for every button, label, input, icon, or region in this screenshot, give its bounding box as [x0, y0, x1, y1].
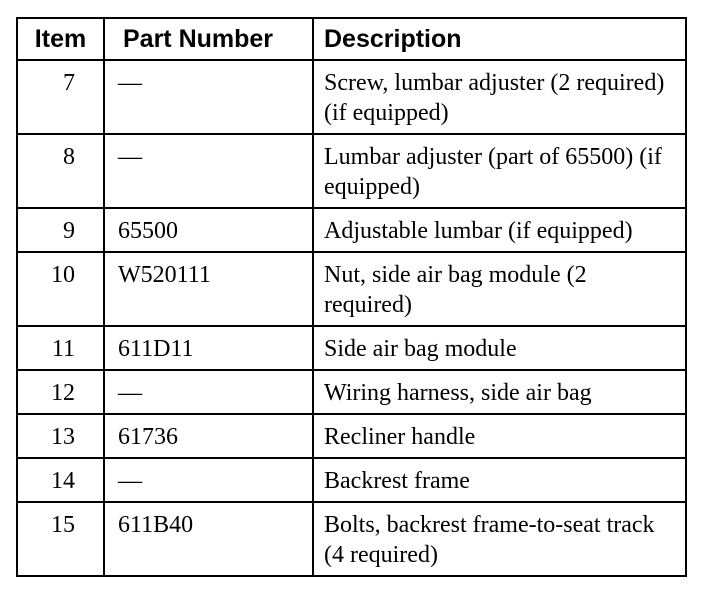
item-cell: 9	[17, 208, 104, 252]
description-cell: Side air bag module	[313, 326, 686, 370]
part-number-cell: 65500	[104, 208, 313, 252]
table-row	[17, 252, 686, 326]
part-number-cell: W520111	[104, 252, 313, 326]
table-row	[17, 134, 686, 208]
part-number-cell: —	[104, 370, 313, 414]
item-cell: 12	[17, 370, 104, 414]
header-part-number: Part Number	[104, 18, 313, 60]
item-cell: 15	[17, 502, 104, 576]
header-row	[17, 18, 686, 60]
header-description: Description	[313, 18, 686, 60]
header-item: Item	[17, 18, 104, 60]
table-row	[17, 414, 686, 458]
description-cell: Recliner handle	[313, 414, 686, 458]
table-row	[17, 208, 686, 252]
description-cell: Wiring harness, side air bag	[313, 370, 686, 414]
table-row	[17, 60, 686, 134]
part-number-cell: —	[104, 458, 313, 502]
item-cell: 10	[17, 252, 104, 326]
parts-table	[16, 17, 687, 577]
item-cell: 14	[17, 458, 104, 502]
table-row	[17, 326, 686, 370]
item-cell: 11	[17, 326, 104, 370]
part-number-cell: 61736	[104, 414, 313, 458]
description-cell: Screw, lumbar adjuster (2 required) (if equipped)	[313, 60, 686, 134]
part-number-cell: —	[104, 134, 313, 208]
table-row	[17, 458, 686, 502]
description-cell: Adjustable lumbar (if equipped)	[313, 208, 686, 252]
item-cell: 13	[17, 414, 104, 458]
item-cell: 8	[17, 134, 104, 208]
description-cell: Bolts, backrest frame-to-seat track (4 required)	[313, 502, 686, 576]
description-cell: Backrest frame	[313, 458, 686, 502]
description-cell: Nut, side air bag module (2 required)	[313, 252, 686, 326]
item-cell: 7	[17, 60, 104, 134]
part-number-cell: 611D11	[104, 326, 313, 370]
description-cell: Lumbar adjuster (part of 65500) (if equipped)	[313, 134, 686, 208]
part-number-cell: —	[104, 60, 313, 134]
part-number-cell: 611B40	[104, 502, 313, 576]
table-row	[17, 502, 686, 576]
table-row	[17, 370, 686, 414]
